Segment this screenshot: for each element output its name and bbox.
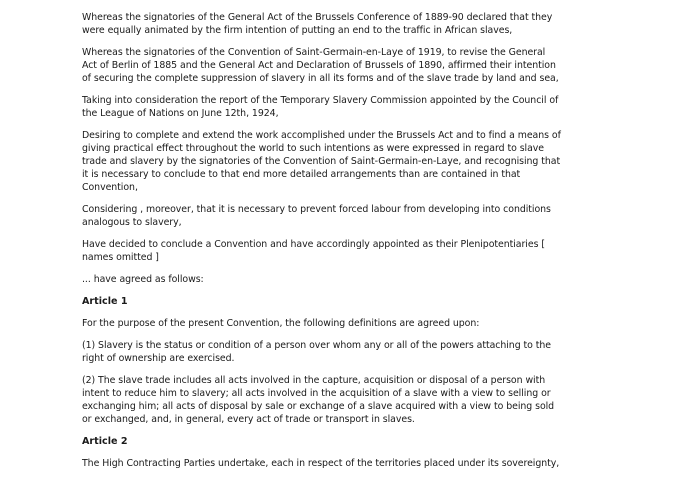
text-line: For the purpose of the present Convention, the following definitions are agreed upon: [82,318,480,329]
document-page [82,11,630,470]
text-line: The High Contracting Parties undertake, each in respect of the territories placed under its sovereignty, [82,458,560,469]
preamble-forced-labour [82,203,630,229]
article-1-intro [82,317,630,330]
text-line: (1) Slavery is the status or condition of a person over whom any or all of the powers attaching to the [82,340,552,351]
text-line: of securing the complete suppression of slavery in all its forms and of the slave trade by land and sea, [82,73,559,84]
article-1-definition-slave-trade [82,374,630,426]
text-line: Convention, [82,182,138,193]
text-line: right of ownership are exercised. [82,353,235,364]
text-line: were equally animated by the firm intention of putting an end to the traffic in African slaves, [82,25,513,36]
text-line: Whereas the signatories of the Convention of Saint-Germain-en-Laye of 1919, to revise the General [82,47,546,58]
heading-text: Article 2 [82,436,128,447]
text-line: trade and slavery by the signatories of the Convention of Saint-Germain-en-Laye, and recognising that [82,156,561,167]
text-line: exchanging him; all acts of disposal by sale or exchange of a slave acquired with a view to being sold [82,401,555,412]
text-line: or exchanged, and, in general, every act of trade or transport in slaves. [82,414,415,425]
preamble-desiring [82,129,630,194]
article-2-heading [82,435,630,448]
agreed-as-follows [82,273,630,286]
article-1-definition-slavery [82,339,630,365]
text-line: intent to reduce him to slavery; all acts involved in the acquisition of a slave with a view to selling or [82,388,551,399]
text-line: analogous to slavery, [82,217,182,228]
heading-text: Article 1 [82,296,128,307]
text-line: giving practical effect throughout the world to such intentions as were expressed in regard to slave [82,143,545,154]
text-line: Have decided to conclude a Convention and have accordingly appointed as their Plenipotentiaries [ [82,239,545,250]
text-line: Act of Berlin of 1885 and the General Act and Declaration of Brussels of 1890, affirmed their intention [82,60,556,71]
preamble-slavery-commission [82,94,630,120]
text-line: names omitted ] [82,252,159,263]
text-line: ... have agreed as follows: [82,274,204,285]
preamble-brussels-conference [82,11,630,37]
preamble-saint-germain-convention [82,46,630,85]
preamble-plenipotentiaries [82,238,630,264]
article-2-text [82,457,630,470]
text-line: (2) The slave trade includes all acts involved in the capture, acquisition or disposal of a person with [82,375,546,386]
text-line: Considering , moreover, that it is necessary to prevent forced labour from developing into conditions [82,204,551,215]
text-line: it is necessary to conclude to that end more detailed arrangements than are contained in that [82,169,521,180]
article-1-heading [82,295,630,308]
text-line: Whereas the signatories of the General Act of the Brussels Conference of 1889-90 declared that they [82,12,553,23]
text-line: the League of Nations on June 12th, 1924, [82,108,279,119]
text-line: Desiring to complete and extend the work accomplished under the Brussels Act and to find a means of [82,130,561,141]
text-line: Taking into consideration the report of the Temporary Slavery Commission appointed by the Council of [82,95,559,106]
